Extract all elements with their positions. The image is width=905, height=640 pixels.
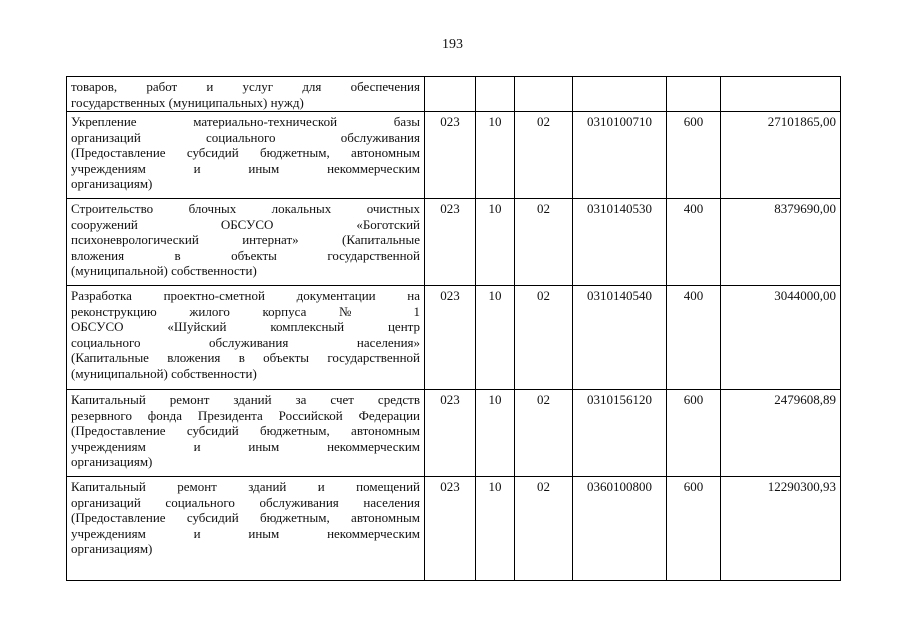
table-row	[67, 77, 841, 112]
subsection-code	[515, 77, 573, 112]
amount: 3044000,00	[721, 286, 841, 390]
subsection-code: 02	[515, 390, 573, 477]
description-line: ОБСУСО «Шуйский комплексный центр	[71, 319, 420, 334]
amount: 27101865,00	[721, 112, 841, 199]
description-line: учреждениям и иным некоммерческим	[71, 525, 420, 541]
description-line: организациям)	[71, 541, 153, 556]
description-line: Укрепление материально-технической базы	[71, 114, 420, 129]
ministry-code: 023	[425, 477, 476, 581]
ministry-code: 023	[425, 286, 476, 390]
description-line: учреждениям и иным некоммерческим	[71, 160, 420, 176]
expense-type-code	[667, 77, 721, 112]
table-row	[67, 286, 841, 390]
subsection-code: 02	[515, 477, 573, 581]
description-line: (муниципальной) собственности)	[71, 365, 257, 381]
target-article-code: 0310156120	[573, 390, 667, 477]
description-line: организаций социального обслуживания	[71, 129, 420, 145]
expense-type-code: 600	[667, 112, 721, 199]
page-number: 193	[442, 37, 463, 52]
row-description	[67, 199, 425, 286]
table-row	[67, 390, 841, 477]
subsection-code: 02	[515, 112, 573, 199]
description-line: социального обслуживания населения»	[71, 334, 420, 350]
description-line: организаций социального обслуживания населения	[71, 494, 420, 510]
section-code: 10	[476, 199, 515, 286]
target-article-code: 0310140530	[573, 199, 667, 286]
description-line: (Предоставление субсидий бюджетным, автономным	[71, 423, 420, 438]
target-article-code: 0310140540	[573, 286, 667, 390]
expense-type-code: 600	[667, 477, 721, 581]
ministry-code: 023	[425, 112, 476, 199]
target-article-code: 0310100710	[573, 112, 667, 199]
section-code: 10	[476, 477, 515, 581]
ministry-code	[425, 77, 476, 112]
description-line: вложения в объекты государственной	[71, 247, 420, 263]
row-description	[67, 477, 425, 581]
row-description	[67, 77, 425, 112]
description-line: (Капитальные вложения в объекты государственной	[71, 350, 420, 365]
table-row	[67, 199, 841, 286]
expense-type-code: 600	[667, 390, 721, 477]
table-row	[67, 477, 841, 581]
description-line: сооружений ОБСУСО «Боготский	[71, 216, 420, 232]
description-line: учреждениям и иным некоммерческим	[71, 438, 420, 454]
description-line: Разработка проектно-сметной документации на	[71, 288, 420, 303]
expense-type-code: 400	[667, 199, 721, 286]
row-description	[67, 286, 425, 390]
expense-type-code: 400	[667, 286, 721, 390]
budget-table	[66, 76, 841, 581]
row-description	[67, 112, 425, 199]
section-code	[476, 77, 515, 112]
amount: 8379690,00	[721, 199, 841, 286]
ministry-code: 023	[425, 199, 476, 286]
description-line: психоневрологический интернат» (Капитальные	[71, 232, 420, 247]
section-code: 10	[476, 286, 515, 390]
ministry-code: 023	[425, 390, 476, 477]
description-line: Капитальный ремонт зданий за счет средств	[71, 392, 420, 407]
target-article-code: 0360100800	[573, 477, 667, 581]
description-line: товаров, работ и услуг для обеспечения	[71, 79, 420, 94]
description-line: организациям)	[71, 176, 153, 191]
section-code: 10	[476, 112, 515, 199]
amount: 12290300,93	[721, 477, 841, 581]
description-line: (Предоставление субсидий бюджетным, автономным	[71, 510, 420, 525]
description-line: Капитальный ремонт зданий и помещений	[71, 479, 420, 494]
subsection-code: 02	[515, 199, 573, 286]
description-line: (Предоставление субсидий бюджетным, автономным	[71, 145, 420, 160]
target-article-code	[573, 77, 667, 112]
description-line: организациям)	[71, 454, 153, 469]
description-line: Строительство блочных локальных очистных	[71, 201, 420, 216]
table-row	[67, 112, 841, 199]
subsection-code: 02	[515, 286, 573, 390]
description-line: (муниципальной) собственности)	[71, 263, 257, 278]
description-line: государственных (муниципальных) нужд)	[71, 94, 304, 110]
amount	[721, 77, 841, 112]
section-code: 10	[476, 390, 515, 477]
description-line: резервного фонда Президента Российской Федерации	[71, 407, 420, 423]
row-description	[67, 390, 425, 477]
description-line: реконструкцию жилого корпуса № 1	[71, 303, 420, 319]
amount: 2479608,89	[721, 390, 841, 477]
